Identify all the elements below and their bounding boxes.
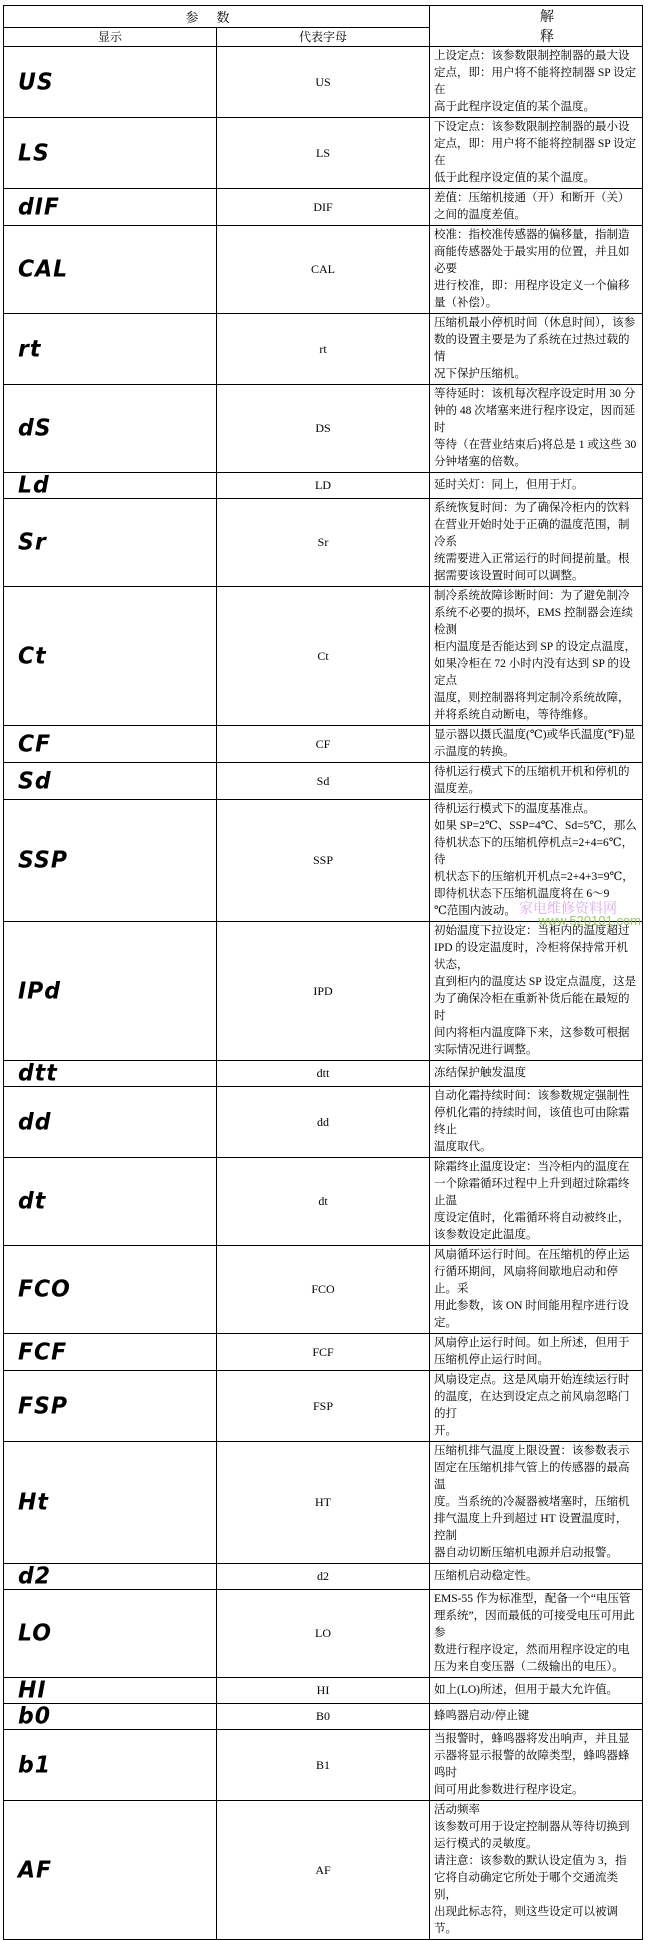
code-cell: LD — [217, 473, 430, 499]
code-cell: dd — [217, 1087, 430, 1158]
display-glyph: dS — [18, 415, 52, 442]
explanation-line: 温度取代。 — [434, 1141, 492, 1153]
display-glyph: LS — [18, 139, 50, 167]
explanation-line: ℃范围内波动。 — [434, 905, 516, 917]
table-row — [4, 1087, 643, 1158]
display-glyph: FCO — [18, 1276, 71, 1303]
explanation-line: 温度，则控制器将判定制冷系统故障，并将系统自动断电，等待维修。 — [434, 692, 630, 721]
display-glyph: IPd — [18, 977, 62, 1005]
table-row — [4, 1678, 643, 1704]
display-glyph: b0 — [18, 1703, 52, 1730]
table-row — [4, 1371, 643, 1442]
code-cell: Sd — [217, 763, 430, 800]
code-cell: AF — [217, 1801, 430, 1940]
table-row — [4, 118, 643, 189]
display-cell — [4, 1801, 217, 1940]
table-row — [4, 1061, 643, 1087]
explanation-line: 风扇停止运行时间。如上所述，但用于压缩机停止运行时间。 — [434, 1337, 630, 1366]
display-cell — [4, 1590, 217, 1678]
explanation-line: 等待延时：该机每次程序设定时用 30 分钟的 48 次堵塞来进行程序设定，因而延时 — [434, 388, 636, 434]
table-row — [4, 1442, 643, 1564]
explanation-line: 校准：指校准传感器的偏移量，指制造商能传感器处于最实用的位置，并且如必要 — [434, 229, 630, 275]
display-cell — [4, 726, 217, 763]
code-cell: Sr — [217, 499, 430, 587]
code-cell: CF — [217, 726, 430, 763]
explanation-line: 低于此程序设定值的某个温度。 — [434, 172, 595, 184]
explanation-cell — [430, 1246, 643, 1334]
code-cell: LO — [217, 1590, 430, 1678]
explanation-line: 进行校准，即：用程序设定义一个偏移量（补偿）。 — [434, 280, 630, 309]
explanation-cell — [430, 922, 643, 1061]
explanation-cell — [430, 1590, 643, 1678]
display-cell — [4, 1158, 217, 1246]
explanation-cell — [430, 1801, 643, 1940]
explanation-line: 风扇循环运行时间。在压缩机的停止运行循环期间，风扇将间歇地启动和停止。采 — [434, 1249, 630, 1295]
table-row — [4, 1158, 643, 1246]
code-cell: B0 — [217, 1704, 430, 1730]
code-cell: HT — [217, 1442, 430, 1564]
display-cell — [4, 1704, 217, 1730]
display-cell — [4, 499, 217, 587]
display-cell — [4, 118, 217, 189]
display-cell — [4, 226, 217, 314]
display-glyph: dtt — [18, 1060, 58, 1087]
display-glyph: Ct — [18, 642, 47, 670]
explanation-line: 如上(LO)所述，但用于最大允许值。 — [434, 1684, 618, 1696]
display-glyph: FCF — [18, 1338, 68, 1366]
code-cell: CAL — [217, 226, 430, 314]
display-cell — [4, 473, 217, 499]
table-row — [4, 499, 643, 587]
explanation-line: 度设定值时，化霜循环将自动被终止，该参数设定此温度。 — [434, 1212, 630, 1241]
explanation-line: 请注意：该参数的默认设定值为 3，指它将自动确定它所处于哪个交通流类别， — [434, 1855, 627, 1901]
display-cell — [4, 800, 217, 922]
display-cell — [4, 1246, 217, 1334]
parameter-table — [3, 5, 664, 1940]
table-row — [4, 1801, 643, 1940]
code-cell: dtt — [217, 1061, 430, 1087]
display-cell — [4, 1442, 217, 1564]
explanation-line: 蜂鸣器启动/停止键 — [434, 1710, 530, 1722]
table-row — [4, 47, 643, 118]
explanation-line: 数进行程序设定，然而用程序设定的电压为来自变压器（二级输出的电压）。 — [434, 1644, 630, 1673]
code-cell: FCF — [217, 1334, 430, 1371]
code-cell: SSP — [217, 800, 430, 922]
explanation-line: 机状态下的压缩机开机点=2+4+3=9℃，即待机状态下压缩机温度将在 6～9 — [434, 871, 634, 900]
display-cell — [4, 1678, 217, 1704]
explanation-cell — [430, 473, 643, 499]
display-cell — [4, 1087, 217, 1158]
display-glyph: Ld — [18, 472, 50, 499]
display-glyph: SSP — [18, 847, 69, 874]
display-cell — [4, 1061, 217, 1087]
header-explanation: 解释 — [430, 6, 643, 47]
display-glyph: dIF — [18, 193, 60, 221]
explanation-line: 压缩机排气温度上限设置：该参数表示固定在压缩机排气管上的传感器的最高温 — [434, 1445, 630, 1491]
explanation-line: 显示器以摄氏温度(℃)或华氏温度(℉)显示温度的转换。 — [434, 729, 636, 758]
explanation-line: 用此参数，该 ON 时间能用程序进行设定。 — [434, 1300, 629, 1329]
explanation-line: 当报警时，蜂鸣器将发出响声，并且显示器将显示报警的故障类型，蜂鸣器蜂鸣时 — [434, 1733, 630, 1779]
display-cell — [4, 587, 217, 726]
display-glyph: dd — [18, 1108, 52, 1136]
table-row — [4, 385, 643, 473]
explanation-cell — [430, 1442, 643, 1564]
display-cell — [4, 763, 217, 800]
table-row — [4, 226, 643, 314]
display-cell — [4, 385, 217, 473]
explanation-cell — [430, 763, 643, 800]
code-cell: FCO — [217, 1246, 430, 1334]
explanation-line: 统需要进入正常运行的时间提前量。根据需要该设置时间可以调整。 — [434, 553, 630, 582]
table-row — [4, 1704, 643, 1730]
explanation-line: 自动化霜持续时间：该参数规定强制性停机化霜的持续时间，该值也可由除霜终止 — [434, 1090, 630, 1136]
display-glyph: rt — [18, 335, 42, 363]
explanation-line: 上设定点：该参数限制控制器的最大设定点，即：用户将不能将控制器 SP 设定在 — [434, 50, 637, 96]
watermark-text: 家电维修资料网 — [519, 900, 617, 916]
display-glyph: HI — [18, 1677, 47, 1704]
explanation-cell — [430, 587, 643, 726]
table-row — [4, 726, 643, 763]
display-cell — [4, 314, 217, 385]
explanation-line: 高于此程序设定值的某个温度。 — [434, 101, 595, 113]
explanation-line: 除霜终止温度设定：当冷柜内的温度在一个除霜循环过程中上升到超过除霜终止温 — [434, 1161, 630, 1207]
explanation-line: 延时关灯：同上，但用于灯。 — [434, 479, 584, 491]
code-cell: IPD — [217, 922, 430, 1061]
explanation-cell — [430, 47, 643, 118]
explanation-line: 待机运行模式下的温度基准点。 — [434, 803, 595, 815]
display-glyph: Sd — [18, 767, 52, 795]
table-row — [4, 1334, 643, 1371]
explanation-cell — [430, 226, 643, 314]
code-cell: Ct — [217, 587, 430, 726]
explanation-line: EMS-55 作为标准型，配备一个“电压管理系统”，因而最低的可接受电压可用此参 — [434, 1593, 635, 1639]
display-glyph: Ht — [18, 1489, 49, 1516]
explanation-line: 如果 SP=2℃、SSP=4℃、Sd=5℃，那么待机状态下的压缩机停机点=2+4=6℃，待 — [434, 820, 637, 866]
explanation-line: 下设定点：该参数限制控制器的最小设定点，即：用户将不能将控制器 SP 设定在 — [434, 121, 637, 167]
explanation-cell — [430, 1704, 643, 1730]
display-glyph: US — [18, 68, 54, 96]
display-cell — [4, 47, 217, 118]
explanation-line: 出现此标志符，则这些设定可以被调节。 — [434, 1906, 618, 1935]
code-cell: DS — [217, 385, 430, 473]
table-row — [4, 473, 643, 499]
display-glyph: b1 — [18, 1751, 52, 1779]
code-cell: rt — [217, 314, 430, 385]
table-row — [4, 1246, 643, 1334]
explanation-line: 等待（在营业结束后)将总是 1 或这些 30 分钟堵塞的倍数。 — [434, 439, 637, 468]
explanation-cell — [430, 1158, 643, 1246]
explanation-cell — [430, 314, 643, 385]
display-cell — [4, 1730, 217, 1801]
explanation-line: 风扇设定点。这是风扇开始连续运行时的温度，在达到设定点之前风扇忽略门的打 — [434, 1374, 630, 1420]
display-glyph: Sr — [18, 529, 47, 556]
table-row — [4, 1590, 643, 1678]
explanation-cell — [430, 189, 643, 226]
display-glyph: LO — [18, 1620, 52, 1647]
display-glyph: CAL — [18, 256, 69, 283]
explanation-line: 直到柜内的温度达 SP 设定点温度，这是为了确保冷柜在重新补货后能在最短的时 — [434, 976, 637, 1022]
explanation-cell — [430, 1087, 643, 1158]
table-row — [4, 587, 643, 726]
explanation-line: 冻结保护触发温度 — [434, 1067, 526, 1079]
display-glyph: AF — [18, 1856, 53, 1884]
explanation-cell — [430, 1678, 643, 1704]
watermark-site: www.520101.com — [538, 913, 641, 928]
explanation-cell — [430, 726, 643, 763]
table-row — [4, 1730, 643, 1801]
explanation-line: 间内将柜内温度降下来，这参数可根据实际情况进行调整。 — [434, 1027, 630, 1056]
table-row — [4, 1564, 643, 1590]
explanation-cell — [430, 385, 643, 473]
header-params: 参数 — [4, 6, 430, 28]
display-cell — [4, 922, 217, 1061]
display-glyph: d2 — [18, 1563, 52, 1590]
explanation-line: 柜内温度是否能达到 SP 的设定点温度，如果冷柜在 72 小时内没有达到 SP 的设定点 — [434, 641, 637, 687]
code-cell: DIF — [217, 189, 430, 226]
explanation-cell — [430, 1730, 643, 1801]
explanation-line: 系统恢复时间：为了确保冷柜内的饮料在营业开始时处于正确的温度范围，制冷系 — [434, 502, 630, 548]
explanation-cell — [430, 1334, 643, 1371]
header-display: 显示 — [4, 27, 217, 46]
display-cell — [4, 1334, 217, 1371]
table-row — [4, 189, 643, 226]
code-cell: US — [217, 47, 430, 118]
code-cell: HI — [217, 1678, 430, 1704]
code-cell: FSP — [217, 1371, 430, 1442]
explanation-line: 开。 — [434, 1425, 457, 1437]
table-row — [4, 314, 643, 385]
code-cell: B1 — [217, 1730, 430, 1801]
explanation-cell — [430, 1061, 643, 1087]
display-glyph: dt — [18, 1188, 47, 1215]
display-cell — [4, 189, 217, 226]
explanation-line: 器自动切断压缩机电源并启动报警。 — [434, 1547, 618, 1559]
explanation-line: 压缩机启动稳定性。 — [434, 1570, 538, 1582]
table-row — [4, 922, 643, 1061]
explanation-line: 待机运行模式下的压缩机开机和停机的温度差。 — [434, 766, 630, 795]
explanation-line: 该参数可用于设定控制器从等待切换到运行模式的灵敏度。 — [434, 1821, 630, 1850]
explanation-line: 制冷系统故障诊断时间：为了避免制冷系统不必要的损坏，EMS 控制器会连续检测 — [434, 590, 634, 636]
display-cell — [4, 1564, 217, 1590]
explanation-line: 度。当系统的冷凝器被堵塞时，压缩机排气温度上升到超过 HT 设置温度时，控制 — [434, 1496, 630, 1542]
explanation-cell — [430, 118, 643, 189]
display-glyph: FSP — [18, 1392, 68, 1420]
code-cell: dt — [217, 1158, 430, 1246]
display-glyph: CF — [18, 730, 52, 758]
explanation-cell — [430, 499, 643, 587]
display-cell — [4, 1371, 217, 1442]
explanation-line: 初始温度下拉设定：当柜内的温度超过 IPD 的设定温度时，冷柜将保持常开机状态， — [434, 925, 630, 971]
explanation-cell — [430, 1564, 643, 1590]
explanation-line: 活动频率 — [434, 1804, 480, 1816]
explanation-line: 压缩机最小停机时间（休息时间），该参数的设置主要是为了系统在过热过载的情 — [434, 317, 636, 363]
code-cell: LS — [217, 118, 430, 189]
table-row — [4, 763, 643, 800]
code-cell: d2 — [217, 1564, 430, 1590]
explanation-cell — [430, 1371, 643, 1442]
explanation-line: 况下保护压缩机。 — [434, 368, 526, 380]
explanation-line: 间可用此参数进行程序设定。 — [434, 1784, 584, 1796]
header-code-char: 代表字母 — [217, 27, 430, 46]
explanation-line: 差值：压缩机接通（开）和断开（关）之间的温度差值。 — [434, 192, 630, 221]
